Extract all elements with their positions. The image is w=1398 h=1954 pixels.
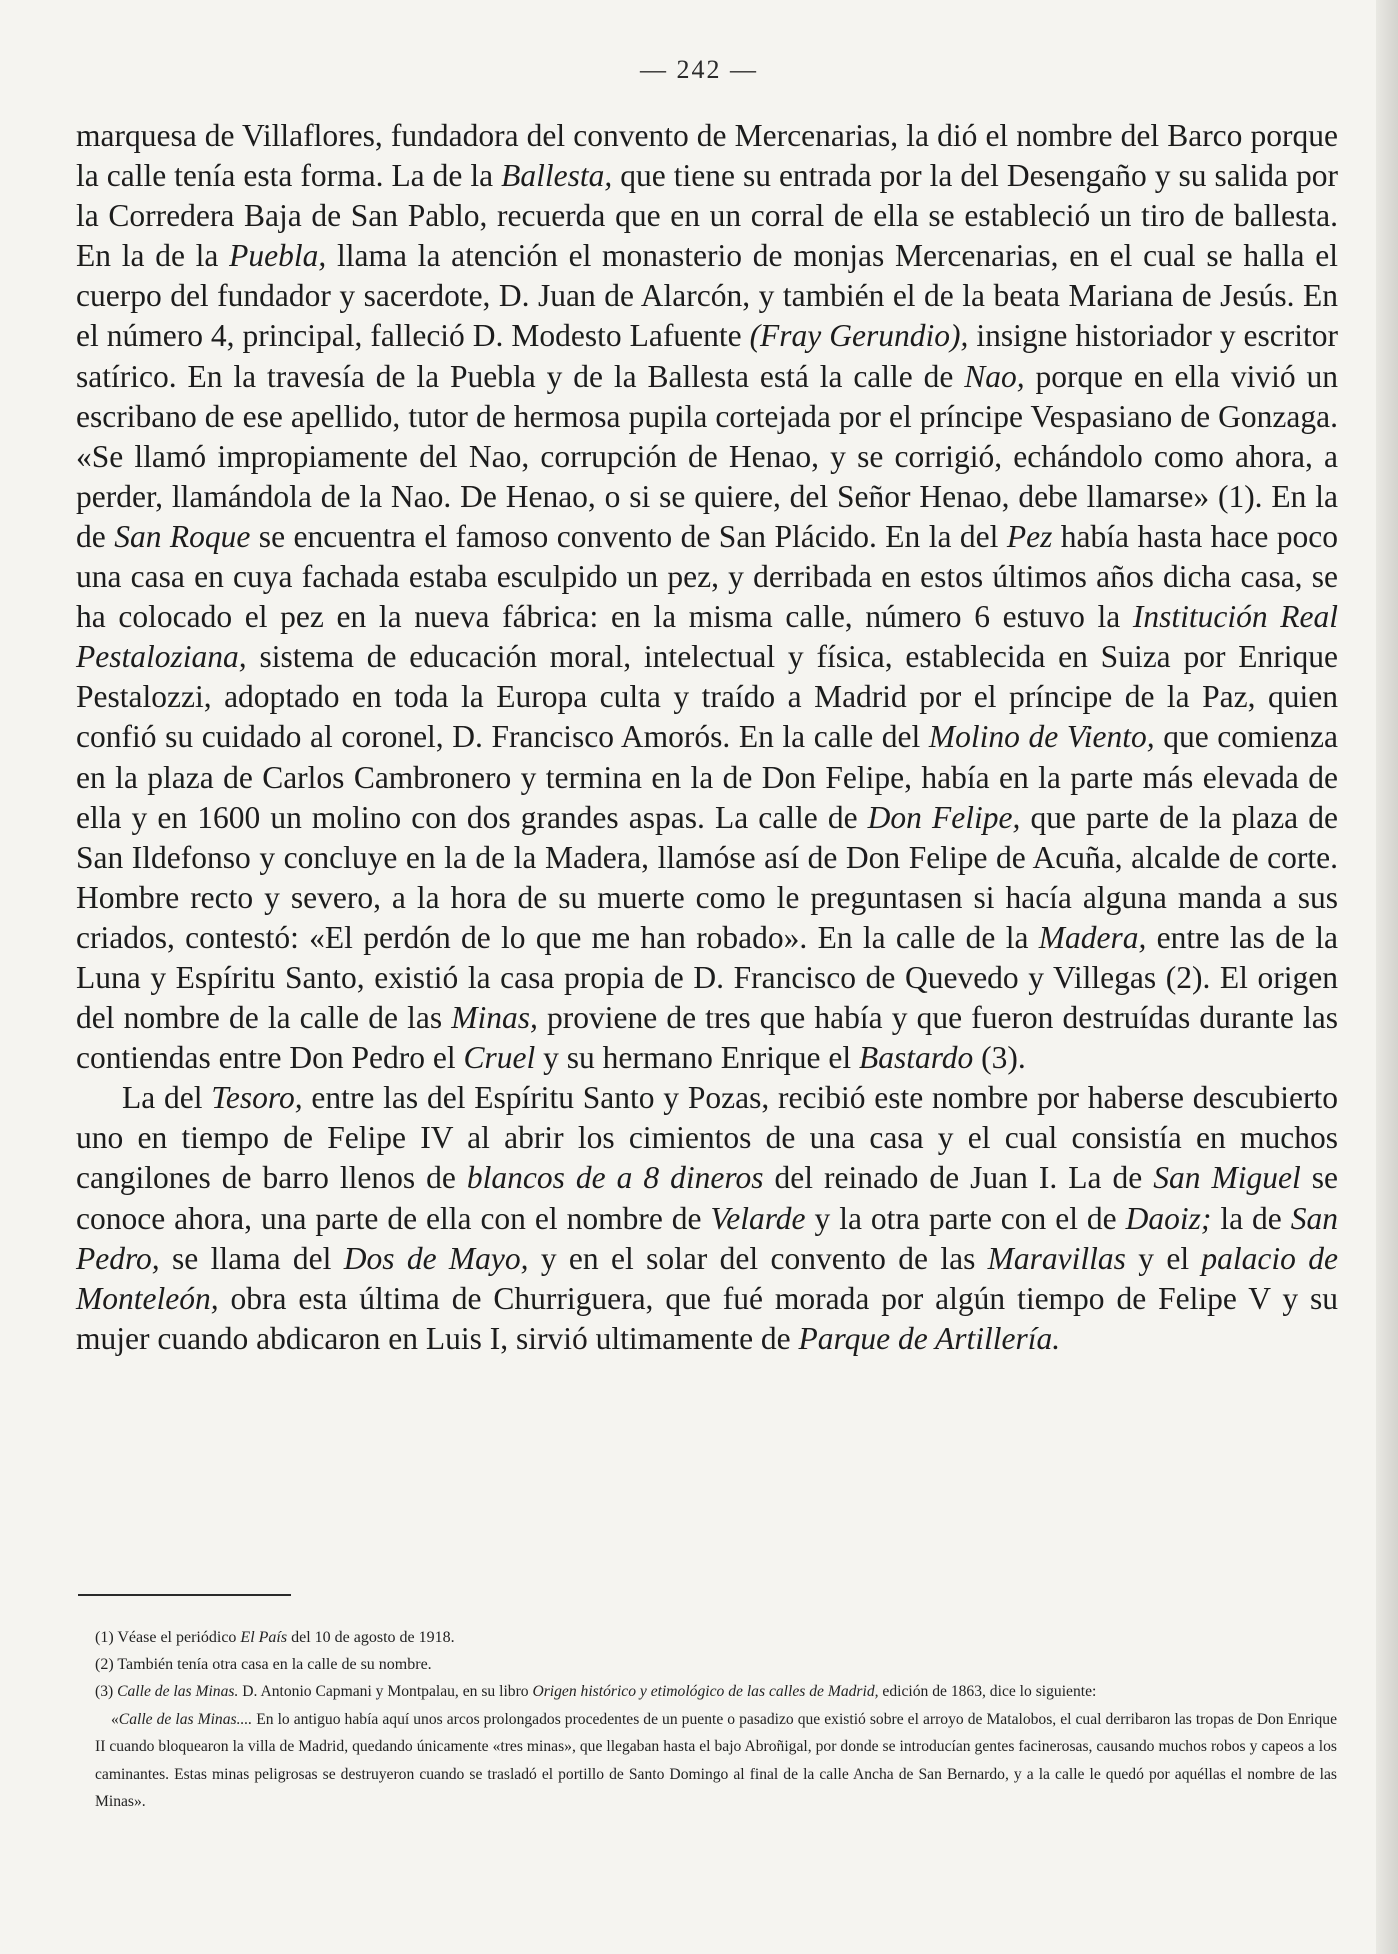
palace-name: palacio de Monteleón, — [76, 1240, 1338, 1316]
convent-name: Maravillas — [987, 1240, 1126, 1276]
text-run: llama la atención el monasterio de monjas Mercenarias, en el cual se halla el cuerpo del fundador y sacerdote, D. Juan de Alarcón, y también el de la beata Mariana de Jesús. En el número 4, principal, falleció D. Modesto Lafuente — [76, 238, 1338, 354]
text-run: se llama del — [159, 1240, 344, 1276]
text-run: D. Antonio Capmani y Montpalau, en su libro — [238, 1683, 533, 1701]
text-run: (3). — [973, 1040, 1026, 1076]
text-run: (1) Véase el periódico — [95, 1629, 241, 1646]
book-title: Origen histórico y etimológico de las calles de Madrid, — [532, 1683, 879, 1701]
institution-name: Institución Real Pestaloziana, — [76, 599, 1339, 675]
text-run: la de — [1211, 1200, 1291, 1236]
institution-name: Parque de Artillería. — [798, 1320, 1061, 1356]
epithet: Bastardo — [858, 1040, 974, 1076]
text-run: edición de 1863, dice lo siguiente: — [878, 1683, 1097, 1701]
text-run: entre las del Espíritu Santo y Pozas, recibió este nombre por haberse descubierto uno en tiempo de Felipe IV al abrir los cimientos de una casa y el cual consistía en muchos cangilones de barro llenos de — [76, 1080, 1338, 1196]
paragraph-1 — [76, 116, 1338, 1078]
street-name: Calle de las Minas. — [117, 1683, 239, 1701]
street-name: Don Felipe, — [867, 799, 1021, 835]
footnote-3-quote — [95, 1706, 1337, 1816]
street-name: Velarde — [710, 1200, 806, 1236]
text-run: del reinado de Juan I. La de — [763, 1160, 1154, 1196]
page-number: — 242 — — [640, 55, 758, 84]
main-text — [76, 116, 1338, 1359]
text-run: y su hermano Enrique el — [535, 1040, 859, 1076]
text-run: sistema de educación moral, intelectual y física, establecida en Suiza por Enrique Pestalozzi, adoptado en toda la Europa culta y traído a Madrid por el príncipe de la Paz, quien confió su cuidado al coronel, D. Francisco Amorós. En la calle del — [76, 639, 1338, 755]
text-run: se conoce ahora, una parte de ella con el nombre de — [76, 1160, 1338, 1236]
text-run: La del — [122, 1080, 212, 1116]
street-name: San Pedro, — [76, 1200, 1339, 1276]
footnote-2 — [95, 1651, 1337, 1678]
street-name: San Roque — [114, 518, 251, 554]
text-run: que tiene su entrada por la del Desengaño y su salida por la Corredera Baja de San Pablo, recuerda que en un corral de ella se estableció un tiro de ballesta. En la de la — [76, 158, 1338, 274]
text-run: y en el solar del convento de las — [528, 1240, 988, 1276]
street-name: Molino de Viento, — [928, 719, 1155, 755]
street-name: San Miguel — [1153, 1160, 1301, 1196]
text-run: marquesa de Villaflores, fundadora del convento de Mercenarias, la dió el nombre del Barco porque la calle tenía esta forma. La de la — [76, 118, 1338, 194]
footnote-3 — [95, 1678, 1337, 1706]
text-run: insigne historiador y escritor satírico. En la travesía de la Puebla y de la Ballesta está la calle de — [76, 318, 1339, 394]
newspaper-name: El País — [240, 1629, 288, 1646]
footnotes — [95, 1624, 1337, 1816]
text-run: (3) — [95, 1683, 118, 1701]
text-run: que comienza en la plaza de Carlos Cambronero y termina en la de Don Felipe, había en la parte más elevada de ella y en 1600 un molino con dos grandes aspas. La calle de — [76, 719, 1338, 835]
street-name: Nao, — [964, 358, 1025, 394]
footnote-rule — [78, 1594, 291, 1596]
street-name: Daoiz; — [1125, 1200, 1212, 1236]
street-name: Puebla, — [229, 238, 327, 274]
street-name: Ballesta, — [501, 158, 613, 194]
street-name: Madera, — [1038, 919, 1147, 955]
page-edge — [1376, 0, 1398, 1954]
street-name: Tesoro, — [211, 1080, 303, 1116]
text-run: obra esta última de Churriguera, que fué morada por algún tiempo de Felipe V y su mujer cuando abdicaron en Luis I, sirvió ultimamente de — [76, 1280, 1338, 1356]
coin-name: blancos de a 8 dineros — [466, 1160, 764, 1196]
text-run: (2) También tenía otra casa en la calle de su nombre. — [95, 1656, 432, 1674]
footnote-1 — [95, 1624, 1337, 1651]
paragraph-2 — [76, 1078, 1338, 1359]
text-run: porque en ella vivió un escribano de ese apellido, tutor de hermosa pupila cortejada por el príncipe Vespasiano de Gonzaga. «Se llamó impropiamente del Nao, corrupción de Henao, y se corrigió, echándolo como ahora, a perder, llamándola de la Nao. De Henao, o si se quiere, del Señor Henao, debe llamarse» (1). En la de — [76, 358, 1338, 554]
text-run: proviene de tres que había y que fueron destruídas durante las contiendas entre Don Pedro el — [76, 1000, 1338, 1076]
text-run: que parte de la plaza de San Ildefonso y concluye en la de la Madera, llamóse así de Don Felipe de Acuña, alcalde de corte. Hombre recto y severo, a la hora de su muerte como le preguntasen si hacía alguna manda a sus criados, contestó: «El perdón de lo que me han robado». En la calle de la — [76, 799, 1338, 955]
text-run: había hasta hace poco una casa en cuya fachada estaba esculpido un pez, y derribada en estos últimos años dicha casa, se ha colocado el pez en la nueva fábrica: en la misma calle, número 6 estuvo la — [76, 518, 1338, 635]
text-run: y la otra parte con el de — [805, 1200, 1126, 1236]
text-run: En lo antiguo había aquí unos arcos prolongados procedentes de un puente o pasadizo que existió sobre el arroyo de Matalobos, el cual derribaron las tropas de Don Enrique II cuando bloquearon la villa de Madrid, quedando únicamente «tres minas», que llegaban hasta el bajo Abroñigal, por donde se introducían gentes facinerosas, causando muchos robos y capeos a los caminantes. Estas minas peligrosas se destruyeron cuando se trasladó el portillo de Santo Domingo al final de la calle Ancha de San Bernardo, y a la calle le quedó por aquéllas el nombre de las Minas». — [95, 1710, 1337, 1811]
epithet: Cruel — [463, 1040, 536, 1076]
text-run: se encuentra el famoso convento de San Plácido. En la del — [250, 518, 1007, 554]
text-run: y el — [1125, 1240, 1202, 1276]
street-name: Calle de las Minas.... — [118, 1710, 253, 1728]
street-name: Minas, — [451, 1000, 538, 1036]
pen-name: (Fray Gerundio), — [749, 318, 969, 354]
text-run: entre las de la Luna y Espíritu Santo, existió la casa propia de D. Francisco de Quevedo y Villegas (2). El origen del nombre de la calle de las — [76, 919, 1339, 1036]
street-name: Pez — [1006, 518, 1053, 554]
text-run: « — [111, 1710, 119, 1728]
text-run: del 10 de agosto de 1918. — [287, 1629, 455, 1646]
street-name: Dos de Mayo, — [343, 1240, 529, 1276]
